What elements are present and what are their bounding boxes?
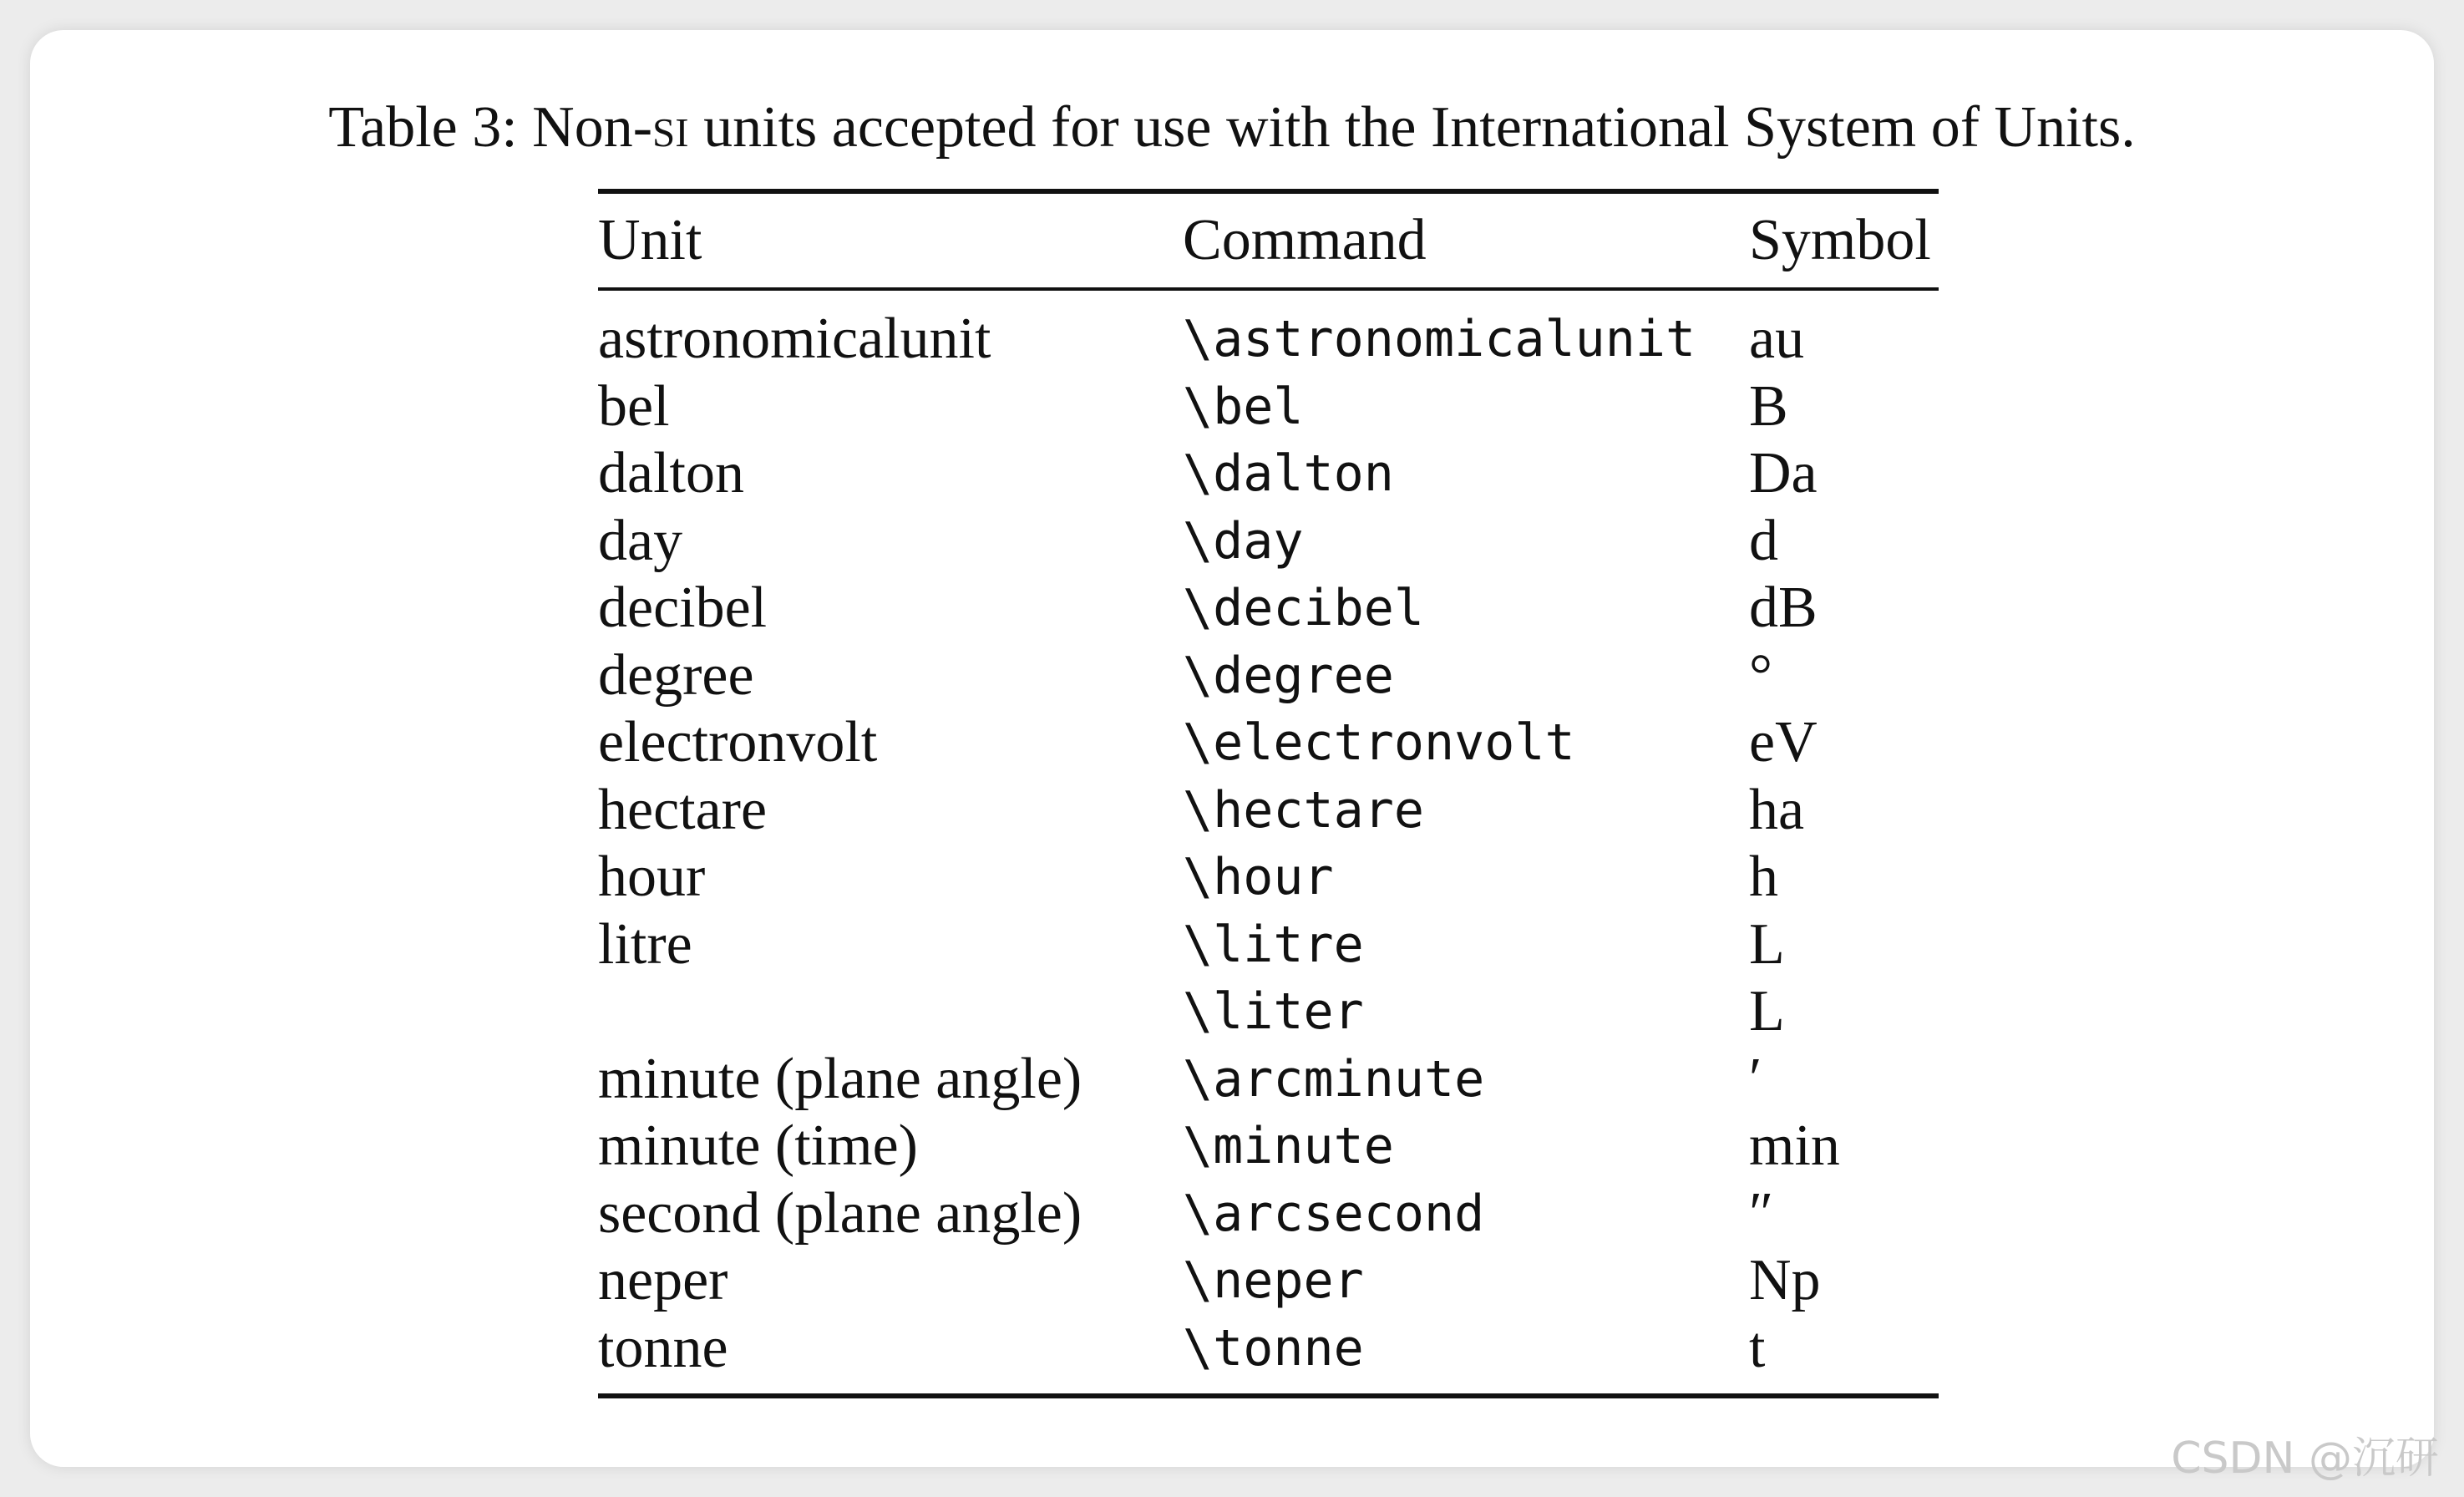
- caption-suffix: units accepted for use with the International System of Units.: [688, 95, 2136, 160]
- command-cell: \hectare: [1183, 780, 1424, 840]
- table-bottom-rule: [598, 1393, 1939, 1398]
- table-row: [598, 508, 1939, 576]
- header-command: Command: [1183, 208, 1427, 272]
- table-row: [598, 373, 1939, 441]
- unit-cell: dalton: [598, 441, 744, 505]
- unit-cell: bel: [598, 373, 670, 439]
- symbol-cell: ″: [1749, 1180, 1774, 1246]
- table-row: [598, 911, 1939, 979]
- header-symbol: Symbol: [1749, 208, 1931, 272]
- command-cell: \neper: [1183, 1251, 1364, 1310]
- unit-cell: hectare: [598, 777, 768, 842]
- unit-cell: hour: [598, 845, 706, 909]
- table-row: [598, 306, 1939, 373]
- unit-cell: litre: [598, 911, 692, 977]
- unit-cell: minute (time): [598, 1114, 918, 1178]
- command-cell: \degree: [1183, 646, 1394, 705]
- table-body: [598, 291, 1939, 1382]
- table-row: [598, 1247, 1939, 1315]
- command-cell: \minute: [1183, 1117, 1394, 1175]
- unit-cell: degree: [598, 642, 754, 708]
- command-cell: \astronomicalunit: [1183, 310, 1696, 368]
- unit-cell: astronomicalunit: [598, 307, 991, 371]
- command-cell: \bel: [1183, 377, 1304, 436]
- symbol-cell: eV: [1749, 710, 1818, 774]
- symbol-cell: dB: [1749, 576, 1818, 640]
- command-cell: \arcsecond: [1183, 1184, 1485, 1243]
- table-row: [598, 777, 1939, 845]
- command-cell: \tonne: [1183, 1318, 1364, 1378]
- caption-prefix: Table 3: Non-: [328, 95, 653, 160]
- symbol-cell: ′: [1749, 1046, 1762, 1111]
- units-table: [598, 189, 1939, 1398]
- command-cell: \hour: [1183, 848, 1334, 906]
- symbol-cell: Da: [1749, 441, 1818, 505]
- table-row: [598, 575, 1939, 642]
- symbol-cell: d: [1749, 508, 1778, 573]
- table-row: [598, 1180, 1939, 1248]
- symbol-cell: L: [1749, 911, 1785, 977]
- symbol-cell: au: [1749, 307, 1805, 371]
- header-unit: Unit: [598, 208, 702, 272]
- table-row: [598, 642, 1939, 710]
- symbol-cell: L: [1749, 979, 1785, 1043]
- unit-cell: electronvolt: [598, 710, 878, 774]
- command-cell: \day: [1183, 511, 1304, 571]
- table-row: [598, 1046, 1939, 1114]
- symbol-cell: °: [1749, 642, 1772, 708]
- watermark: CSDN @沉研: [2171, 1434, 2439, 1484]
- command-cell: \arcminute: [1183, 1049, 1485, 1109]
- unit-cell: day: [598, 508, 683, 573]
- table-header-row: [598, 194, 1939, 287]
- table-row: [598, 978, 1939, 1046]
- caption-si: si: [652, 95, 689, 160]
- symbol-cell: Np: [1749, 1248, 1821, 1312]
- unit-cell: tonne: [598, 1315, 728, 1380]
- unit-cell: second (plane angle): [598, 1180, 1082, 1246]
- unit-cell: minute (plane angle): [598, 1046, 1082, 1111]
- table-row: [598, 709, 1939, 777]
- unit-cell: neper: [598, 1248, 728, 1312]
- table-row: [598, 844, 1939, 911]
- table-row: [598, 1113, 1939, 1180]
- command-cell: \electronvolt: [1183, 713, 1575, 772]
- symbol-cell: B: [1749, 373, 1788, 439]
- table-row: [598, 1315, 1939, 1383]
- command-cell: \decibel: [1183, 579, 1424, 637]
- symbol-cell: t: [1749, 1315, 1766, 1380]
- symbol-cell: h: [1749, 845, 1778, 909]
- unit-cell: decibel: [598, 576, 768, 640]
- symbol-cell: ha: [1749, 777, 1805, 842]
- command-cell: \liter: [1183, 982, 1364, 1041]
- table-row: [598, 440, 1939, 508]
- command-cell: \litre: [1183, 915, 1364, 974]
- table-caption: [30, 90, 2434, 165]
- symbol-cell: min: [1749, 1114, 1840, 1178]
- document-card: [30, 30, 2434, 1467]
- command-cell: \dalton: [1183, 444, 1394, 503]
